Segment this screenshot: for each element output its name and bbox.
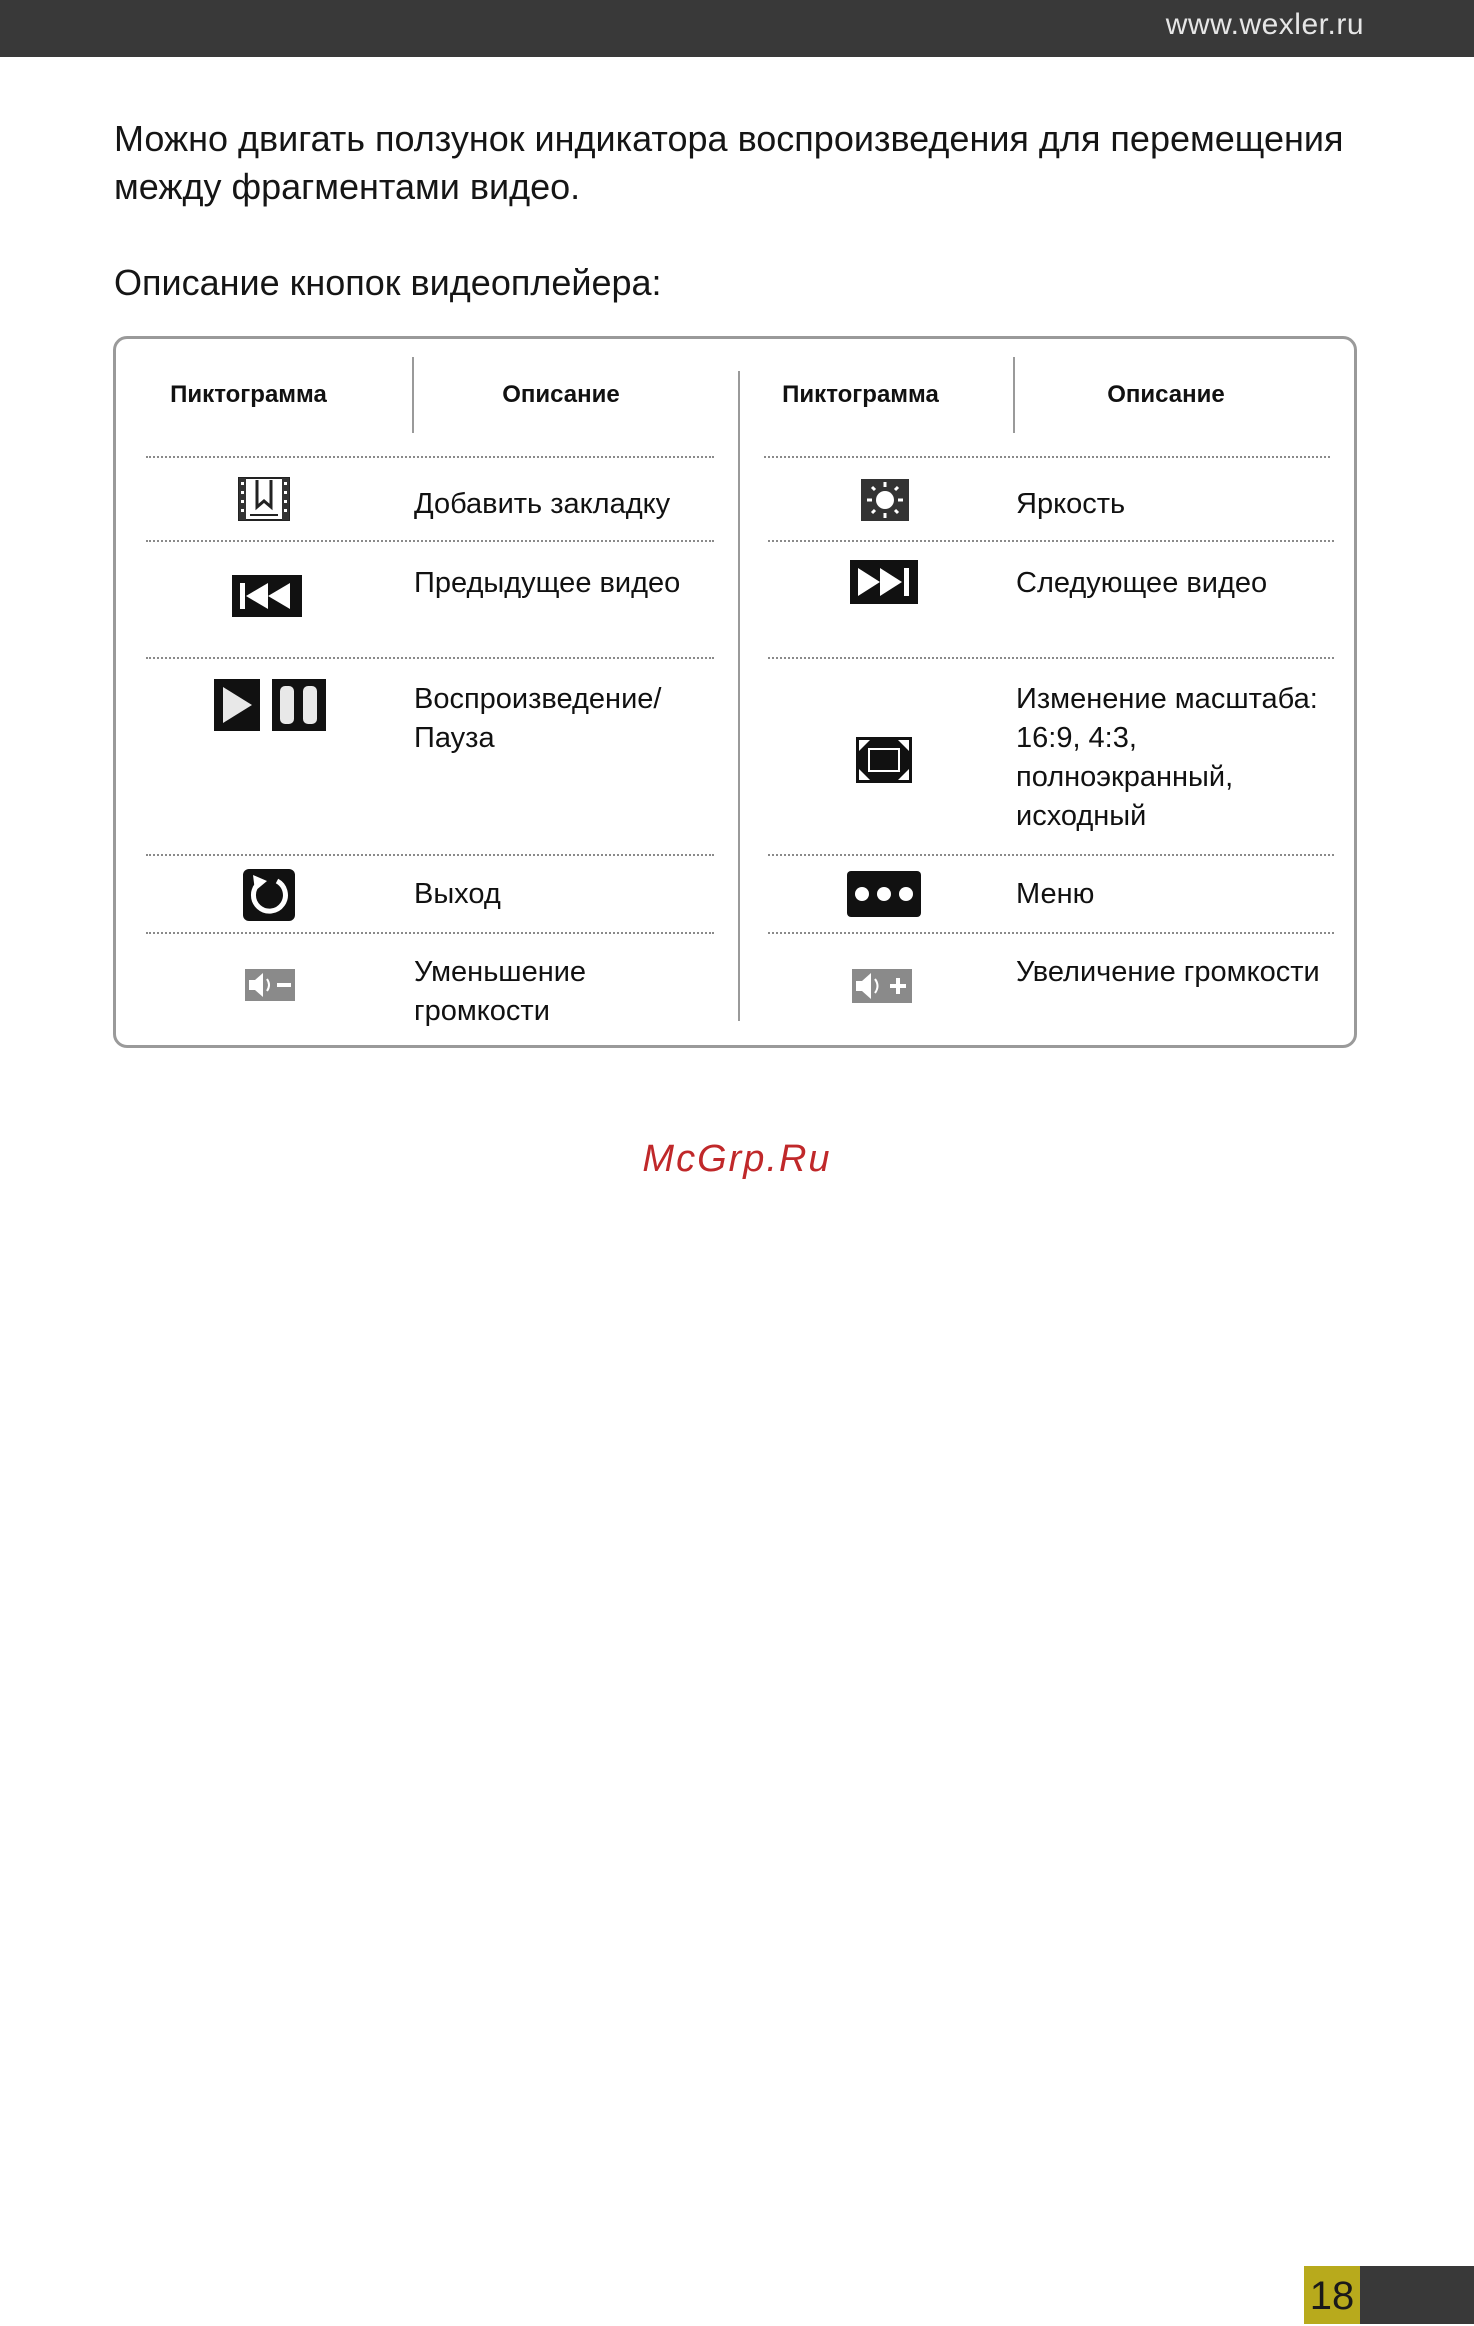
- desc-add-bookmark: Добавить закладку: [414, 488, 671, 520]
- desc-menu: Меню: [1016, 878, 1095, 910]
- column-divider: [738, 371, 740, 1021]
- row-separator: [768, 932, 1334, 934]
- bookmark-film-icon[interactable]: [238, 477, 290, 521]
- header-icon-right: Пиктограмма: [782, 381, 939, 408]
- desc-play-pause: Воспроизведение/ Пауза: [414, 683, 662, 754]
- watermark: McGrp.Ru: [642, 1138, 832, 1180]
- volume-up-icon[interactable]: [852, 969, 912, 1003]
- header-desc-left: Описание: [502, 381, 620, 408]
- row-separator: [146, 932, 714, 934]
- desc-previous-video: Предыдущее видео: [414, 567, 681, 599]
- zoom-aspect-icon[interactable]: [856, 737, 912, 783]
- section-heading: Описание кнопок видеоплейера:: [114, 262, 662, 303]
- volume-down-icon[interactable]: [245, 969, 295, 1001]
- row-separator: [146, 540, 714, 542]
- footer-bar: [1360, 2266, 1474, 2324]
- desc-exit: Выход: [414, 878, 501, 910]
- page-number: 18: [1304, 2266, 1360, 2324]
- row-separator: [146, 854, 714, 856]
- brightness-icon[interactable]: [861, 479, 909, 521]
- row-separator: [146, 657, 714, 659]
- previous-video-icon[interactable]: [232, 575, 302, 617]
- row-separator: [768, 854, 1334, 856]
- row-separator: [764, 456, 1330, 458]
- header-divider: [412, 357, 414, 433]
- header-divider: [1013, 357, 1015, 433]
- desc-brightness: Яркость: [1016, 488, 1126, 520]
- exit-icon[interactable]: [243, 869, 295, 921]
- site-url[interactable]: www.wexler.ru: [1165, 8, 1364, 41]
- row-separator: [146, 456, 714, 458]
- desc-next-video: Следующее видео: [1016, 567, 1268, 599]
- next-video-icon[interactable]: [850, 560, 918, 604]
- desc-zoom: Изменение масштаба: 16:9, 4:3, полноэкранный, исходный: [1016, 683, 1318, 832]
- row-separator: [768, 540, 1334, 542]
- buttons-table: [113, 336, 1357, 1048]
- header-icon-left: Пиктограмма: [170, 381, 327, 408]
- desc-volume-down: Уменьшение громкости: [414, 956, 587, 1027]
- play-pause-icon[interactable]: [214, 679, 326, 731]
- header-desc-right: Описание: [1107, 381, 1225, 408]
- header-bar: [0, 0, 1474, 57]
- intro-paragraph: Можно двигать ползунок индикатора воспроизведения для перемещения между фрагментами видео.: [114, 118, 1344, 207]
- row-separator: [768, 657, 1334, 659]
- menu-icon[interactable]: [847, 871, 921, 917]
- desc-volume-up: Увеличение громкости: [1016, 956, 1320, 988]
